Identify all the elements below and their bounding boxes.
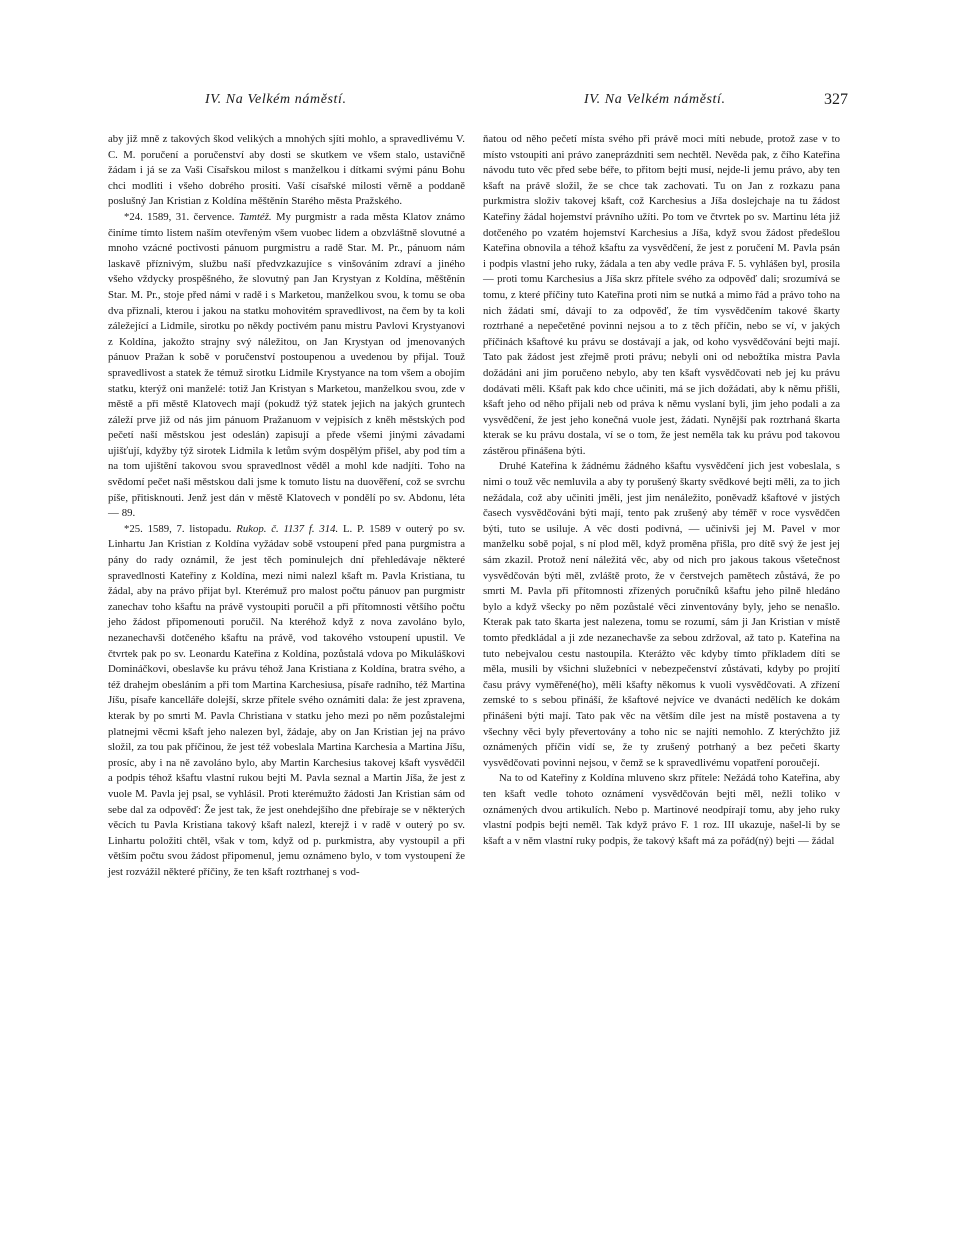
right-column: [483, 132, 840, 849]
paragraph-katerina-reply: Na to od Kateřiny z Koldína mluveno skrz přítele: Nežádá toho Kateřina, aby ten kšaft vedle tohoto oznámení vysvědčován bejti měl, nežli toliko v oznámených dvou artikulích. Nebo p. Martinové neodpírají tomu, aby jeho ruky vlastní podpis bejti neměl. Tak když právo F. 1 roz. III ukazuje, našel-li by se kšaft a v něm vlastní ruky podpis, že takový kšaft má za pořád(ný) bejti — žádal: [483, 772, 840, 847]
document-25-source: Rukop. č. 1137 f. 314.: [236, 522, 339, 535]
document-25-heading: *25. 1589, 7. listopadu.: [124, 522, 232, 535]
paragraph-second-reply: Druhé Kateřina k žádnému žádného kšaftu vysvědčení jich jest vobeslala, s nimi o touž věc nemluvila a aby ty porušený škarty svědkové bejti měli, za to jich nežádala, což aby učiniti jměli, jest jim nenáležito, poněvadž kšaftové v jistých časech vysvědčováni býti mají, tento pak zrušený aby téměř v roce vysvědčen býti, tuto se usiluje. A věc dosti podivná, — učinivši jej M. Pavel v mor manželku sobě pojal, s ní plod měl, když proměna přišla, pro dítě svý že jest jej sám zkazil. Protož není náležitá věc, aby od nich pro jakous takous všetečnost vysvědčován býti měl, zvláště proto, že v čerstvejch pamětech zůstává, že po smrti M. Pavla při přítomnosti zřízených poručníků kšaftu jeho pilně hledáno bylo a když všecky po něm pozůstalé věci zinventovány byly, jeho se nenašlo. Kterak pak tato škarta jest nalezena, tomu se rozumí, sám ji Jan Kristian v místě tomto předkládal a ji zde nezanechavše za sebou zdržoval, až tato p. Kateřina na tuto nebejvalou cestu nastoupila. Kterážto věc kdyby tímto příkladem díti se měla, musili by všichni služebníci v nebezpečenství zůstávati, kdyby po projití času právy vyměřené(ho), měli kšafty někomus k vuoli vysvědčovati. A zřízení zemské to s sebou přináší, že kšaftové nejvíce ve dvanácti nedělích ke dokám přinášeni býti mají. Tato pak věc na větším díle jest na místě postavena a ty všechny věci byly převertovány a toho nic se najíti nemohlo. Z kterýchžto již oznámených příčin vidí se, že ty zrušený potrhaný a bez pečeti škarty vysvědčovati povinni nejsou, v čemž se k spravedlivému vopatření poroučejí.: [483, 460, 840, 769]
left-column: [108, 132, 465, 881]
document-25-folio: L. P.: [342, 522, 365, 535]
running-title-left: IV. Na Velkém náměstí.: [205, 92, 347, 107]
document-24-heading: *24. 1589, 31. července.: [124, 210, 235, 223]
paragraph-continuation: ňatou od něho pečetí místa svého při právě moci míti nebude, protož zase v to místo vstoupiti ani právo zaneprázdniti sem nechtěl. Nevěda pak, z čího Kateřina návodu tuto věc před sebe béře, to přitom bejti musí, nejde-li jemu právo, aby ten kšaft na právě složil, že se chce tak zachovati. Tu on Jan z rozkazu pana purkmistra složiv takovej kšaft, což Karchesius a Jíša doslejchaje na tu žádost Kateřiny žádal hojemství právního užíti. Po tom ve čtvrtek po sv. Martinu léta již dotčeného po vzatém hojemství Karchesius a Jíša, když svou žádost předešlou Kateřina obnovila a téhož kšaftu za vysvědčení, že jest z poručení M. Pavla psán i podpis vlastní jeho ruky, žádala a ten aby vedle práva F. 5. vyhlášen byl, prosila — proti tomu Karchesius a Jíša skrz přítele svého za odpověď dali; srozumívá se tomu, z které příčiny tuto Kateřina proti nim se nutká a mimo řád a právo toho na nich žádati smí, dávají to za odpověď, že tím vysvědčením takové škarty roztrhané a nepečetěné povinni nejsou a to z těch příčin, nebo se ví, v jakých příčinách kšaftové ku právu se dostávají a jak, od koho vysvědčování bejti mají. Tato pak žádost jest zřejmě proti právu; nebyli oni od nebožtíka mistra Pavla dožádáni ani jim poručeno nebylo, aby ten kšaft vysvědčovati neb jej ku právu dodávati měli. Kšaft pak kdo chce učiniti, má se jich dožádati, aby k němu přišli, kšaft jeho od něho přijali neb od práva k němu vyslaní byli, jim jeho podali a za vysvědčení, že jest jeho konečná vuole jest, žádati. Nynější pak roztrhaná škarta kterak se ku právu dostala, ví se o tom, že jest neměla tak ku právu pod takovou zástěrou přinášena býti.: [483, 133, 840, 457]
running-header: [0, 92, 960, 116]
running-title-right: IV. Na Velkém náměstí.: [584, 92, 726, 107]
paragraph-document-25: [108, 522, 465, 881]
paragraph-document-24: [108, 210, 465, 522]
paragraph-letter-end: aby již mně z takových škod velikých a mnohých sjíti mohlo, a spravedlivému V. C. M. poručení a poručenství aby dosti se skutkem ve všem stalo, ustavičně žádam i já se za Vaši Císařskou milost s manželkou i dítkami svými pánu Bohu chci modliti i všeho dobrého prositi. Vaší císařské milosti věrně a poddaně poslušný Jan Kristian z Koldína měštěnín Starého města Pražského.: [108, 133, 465, 208]
document-24-text: My purgmistr a rada města Klatov známo činíme tímto listem naším otevřeným všem vuobec lidem a obzvláštně slovutné a mnoho vzácné poctivosti pánuom purgmistru a radě Star. M. Pr., pánuom nám laskavě příznivým, službu naší předvzkazujíce s vinšováním zdraví a jiného všeho vždycky prospěšného, že slovutný pan Jan Krystyan z Koldína, měštěnín Star. M. Pr., stoje před námi v radě i s Marketou, manželkou svou, k tomu se oba dva přiznali, kterou i jakou na statku mohovitém spravedlivost, na čem by ta koli záležející a Lidmile, sirotku po někdy poctivém panu mistru Pavlovi Krystyanovi z Koldína, jakožto strajny svý náležitou, on Jan Krystyan od jmenovaných pánuov Pražan k sobě v poručenství postoupenou a uvedenou by přijal. Touž spravedlivost a statek že témuž sirotku Lidmile Krystyance na tom všem a obojím statku, kterýž oni manželé: totiž Jan Kristyan s Marketou, manželkou svou, zde v městě a při městě Klatovech mají (pokudž týž statek jejich na jakých gruntech záleží prve již od nás jim pánuom Pražanuom v vejpisích z kněh městských pod pečetí naší městskou jest odeslán) zapisují a přede všemi jinými závadami ujišťují, kdyžby týž sirotek Lidmila k letům svým dospělým přišel, aby pod tím a na tom ujištění takovou svou spravedlnost věděl a mohl kde nadjíti. Toho na svědomí pečet naši městskou dali jsme k tomuto listu na duověření, což se svrchu píše, přitisknouti. Jenž jest dán v městě Klatovech v pondělí po sv. Abdonu, léta — 89.: [108, 210, 465, 520]
document-25-text: 1589 v outerý po sv. Linhartu Jan Kristian z Koldína vyžádav sobě vstoupení před pana purgmistra a pány do rady oznámil, že jest těch pominulejch dní přehledávaje některé spravedlnosti Kateřiny z Koldína, mezi nimi nalezl kšaft m. Pavla Kristiana, tu žádal, aby na právo přijat byl. Kterémuž pro malost počtu pánuov pan purgmistr zanechav toho kšaftu na právě vystoupiti poručil a při přítomnosti většího počtu jeho žádost připomenouti poručil. Na kteréhož když z nova zavoláno bylo, nezanechavši dotčeného kšaftu na právě, vod takového vstoupení upustil. Ve čtvrtek pak po sv. Leonardu Kateřina z Koldína, pozůstalá vdova po Mikuláškovi Domináčkovi, obeslavše ku právu téhož Jana Kristiana z Koldína, bratra svého, a též drahejm obesláním a při tom Martina Karchesiusa, písaře radního, též Martina Jíšu, písaře kancelláře dolejší, skrze přítele svého oznámiti dala: že jest zpravena, kterak by po smrti M. Pavla Christiana v statku jeho mezi po něm pozůstalejmi platnejmi věcmi kšaft jeho nalezen byl, žádaje, aby on Jan Kristian jej na právo složil, za tou pak příčinou, že jest též vobeslala Martina Karchesia a Martina Jíšu, prosíc, aby i na ně zavoláno bylo, aby Martin Karchesius takovej kšaft vysvědčil a podpis téhož kšaftu vlastní rukou bejti M. Pavla seznal a Martin Jíša, že jest z vuole M. Pavla jej psal, se vyhlásil. Proti kterémužto žádosti Jan Kristian sám od sebe dal za odpověď: Že jest tak, že jest onehdejšího dne přebíraje se v některých věcích tu Pavla Kristiana takový kšaft nalezl, kterejž i v radě v outerý po sv. Linhartu položiti chtěl, však v tom, když od p. purkmistra, aby vystoupil a při větším počtu svou žádost připomenul, jemu oznámeno bylo, v tom vystoupení že jest rozvážil některé příčiny, že ten kšaft roztrhanej s vod-: [108, 522, 465, 878]
document-24-source: Tamtéž.: [238, 210, 272, 223]
page-number: 327: [824, 91, 848, 108]
